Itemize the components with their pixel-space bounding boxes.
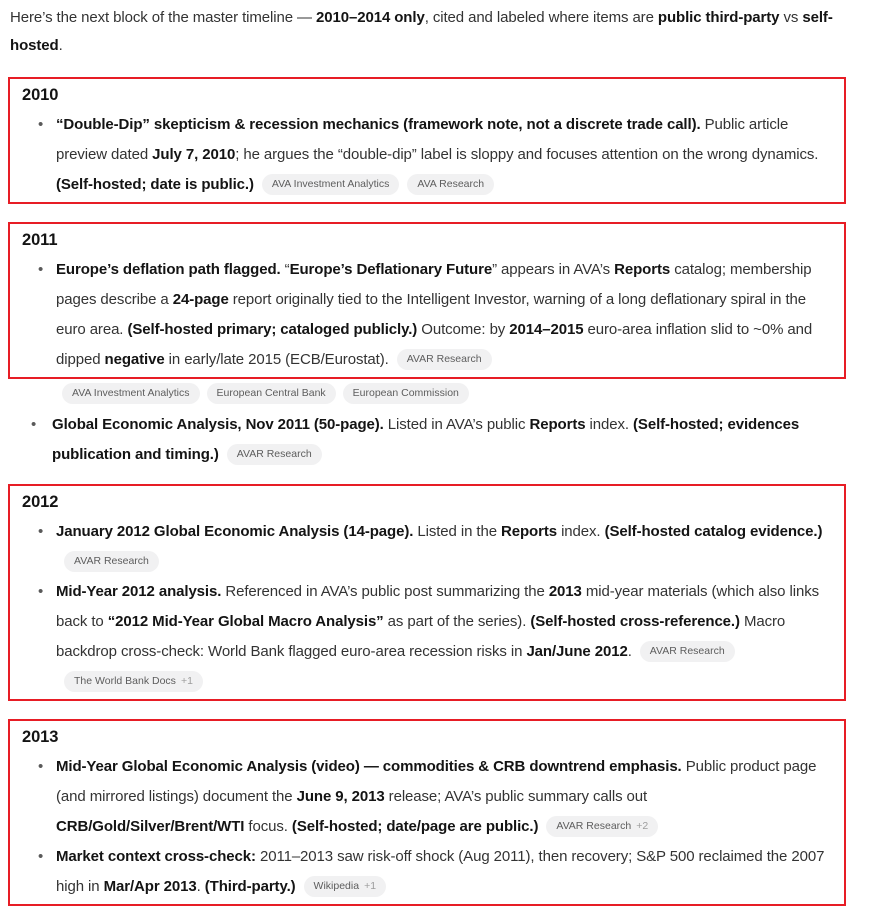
citation-badge-label: The World Bank Docs <box>74 675 176 687</box>
text-run: Listed in AVA’s public <box>383 416 530 433</box>
text-run: ” appears in AVA’s <box>492 261 615 278</box>
text-run: Public article preview dated <box>56 116 789 163</box>
timeline-item <box>22 842 832 902</box>
text-run: index. <box>557 523 605 540</box>
bold-text-run: 2010–2014 only <box>316 9 425 26</box>
timeline-item-list <box>22 255 832 375</box>
timeline-item <box>22 255 832 375</box>
timeline-item <box>22 110 832 200</box>
citation-badge-label: European Commission <box>352 387 459 399</box>
timeline-item <box>22 752 832 842</box>
citation-badge-label: AVA Investment Analytics <box>271 178 390 190</box>
bold-text-run: 2014–2015 <box>509 321 584 338</box>
citation-badge-label: AVAR Research <box>649 645 725 657</box>
citation-badge-label: Wikipedia <box>313 880 360 892</box>
bold-text-run: public third-party <box>657 9 780 26</box>
bold-text-run: (Third-party.) <box>204 878 296 895</box>
timeline-blocks <box>0 77 870 906</box>
citation-badge-extra-count: +1 <box>364 880 377 892</box>
citation-badge-label: AVA Research <box>417 178 485 190</box>
text-run: Macro backdrop cross-check: World Bank flagged euro-area recession risks in <box>56 613 786 660</box>
bold-text-run: (Self-hosted cross-reference.) <box>530 613 740 630</box>
year-heading: 2012 <box>22 493 59 511</box>
bold-text-run: Reports <box>614 261 671 278</box>
text-run: report originally tied to the Intelligent Investor, warning of a long deflationary spiral in the euro area. <box>56 291 807 338</box>
year-heading: 2010 <box>22 86 59 104</box>
text-run: Public product page (and mirrored listings) document the <box>56 758 817 805</box>
bold-text-run: Mar/Apr 2013 <box>103 878 197 895</box>
bold-text-run: Europe’s deflation path flagged. <box>56 261 281 278</box>
bold-text-run: Jan/June 2012 <box>526 643 628 660</box>
bold-text-run: Mid-Year 2012 analysis. <box>56 583 222 600</box>
text-run: , cited and labeled where items are <box>424 9 658 26</box>
text-run: mid-year materials (which also links back to <box>56 583 819 630</box>
text-run: Listed in the <box>413 523 502 540</box>
text-run: euro-area inflation slid to ~0% and dipped <box>56 321 813 368</box>
bold-text-run: June 9, 2013 <box>296 788 385 805</box>
citation-badge[interactable] <box>397 349 492 370</box>
year-box-2013 <box>8 719 846 906</box>
citation-badge[interactable] <box>304 876 387 897</box>
bold-text-run: Global Economic Analysis, Nov 2011 (50-page). <box>52 416 384 433</box>
bold-text-run: CRB/Gold/Silver/Brent/WTI <box>56 818 245 835</box>
text-run: index. <box>585 416 634 433</box>
citation-badge[interactable] <box>207 383 336 404</box>
bold-text-run: Mid-Year Global Economic Analysis (video) — commodities & CRB downtrend emphasis. <box>56 758 682 775</box>
text-run: in early/late 2015 (ECB/Eurostat). <box>164 351 389 368</box>
timeline-item-list-unboxed <box>10 410 846 470</box>
bold-text-run: (Self-hosted catalog evidence.) <box>604 523 823 540</box>
text-run: ; he argues the “double-dip” label is sloppy and focuses attention on the wrong dynamics. <box>235 146 819 163</box>
citation-badge-label: European Central Bank <box>216 387 326 399</box>
timeline-item <box>10 410 846 470</box>
year-box-2010 <box>8 77 846 204</box>
citation-badge[interactable] <box>640 641 735 662</box>
citation-badge[interactable] <box>64 551 159 572</box>
text-run: . <box>196 878 205 895</box>
bold-text-run: (Self-hosted; date/page are public.) <box>291 818 539 835</box>
bold-text-run: (Self-hosted primary; cataloged publicly.) <box>127 321 418 338</box>
bold-text-run: self-hosted <box>10 9 833 54</box>
text-run: as part of the series). <box>383 613 531 630</box>
bold-text-run: July 7, 2010 <box>152 146 236 163</box>
year-heading: 2011 <box>22 231 58 249</box>
text-run: . <box>58 37 63 54</box>
timeline-item <box>22 517 832 577</box>
year-heading: 2013 <box>22 728 59 746</box>
citation-badge-label: AVAR Research <box>74 555 149 567</box>
text-run: “ <box>280 261 290 278</box>
text-run: catalog; membership pages describe a <box>56 261 812 308</box>
year-box-2011 <box>8 222 846 379</box>
citation-badge-label: AVAR Research <box>556 820 632 832</box>
bold-text-run: 24-page <box>172 291 229 308</box>
citation-badge-extra-count: +1 <box>180 675 193 687</box>
citation-badge[interactable] <box>62 383 200 404</box>
bold-text-run: January 2012 Global Economic Analysis (14-page). <box>56 523 414 540</box>
timeline-item-list <box>22 752 832 902</box>
text-run: Referenced in AVA’s public post summarizing the <box>221 583 549 600</box>
citation-badge[interactable] <box>546 816 658 837</box>
year-box-2012 <box>8 484 846 701</box>
text-run: . <box>627 643 632 660</box>
bold-text-run: Europe’s Deflationary Future <box>289 261 493 278</box>
timeline-item-list <box>22 110 832 200</box>
citation-badge[interactable] <box>262 174 400 195</box>
bold-text-run: Market context cross-check: <box>56 848 256 865</box>
bold-text-run: (Self-hosted; date is public.) <box>56 176 254 193</box>
text-run: Outcome: by <box>417 321 510 338</box>
bold-text-run: “2012 Mid-Year Global Macro Analysis” <box>107 613 384 630</box>
text-run: Here’s the next block of the master timeline — <box>10 9 316 26</box>
bold-text-run: “Double-Dip” skepticism & recession mechanics (framework note, not a discrete trade call). <box>56 116 701 133</box>
bold-text-run: 2013 <box>548 583 582 600</box>
bold-text-run: (Self-hosted; evidences publication and timing.) <box>52 416 800 463</box>
citation-badge[interactable] <box>407 174 494 195</box>
text-run: 2011–2013 saw risk-off shock (Aug 2011), then recovery; S&P 500 reclaimed the 2007 high in <box>56 848 825 895</box>
text-run: vs <box>779 9 803 26</box>
intro-text <box>10 0 844 60</box>
text-run: release; AVA’s public summary calls out <box>384 788 648 805</box>
citation-badge-row <box>62 383 846 404</box>
citation-badge[interactable] <box>227 444 322 465</box>
text-run: focus. <box>244 818 292 835</box>
bold-text-run: Reports <box>529 416 586 433</box>
citation-badge-extra-count: +2 <box>636 820 649 832</box>
citation-badge[interactable] <box>64 671 203 692</box>
timeline-item <box>22 577 832 697</box>
citation-badge-label: AVAR Research <box>406 353 482 365</box>
citation-badge-label: AVA Investment Analytics <box>72 387 190 399</box>
bold-text-run: negative <box>104 351 165 368</box>
timeline-item-list <box>22 517 832 697</box>
citation-badge[interactable] <box>343 383 469 404</box>
bold-text-run: Reports <box>501 523 557 540</box>
citation-badge-label: AVAR Research <box>236 448 312 460</box>
